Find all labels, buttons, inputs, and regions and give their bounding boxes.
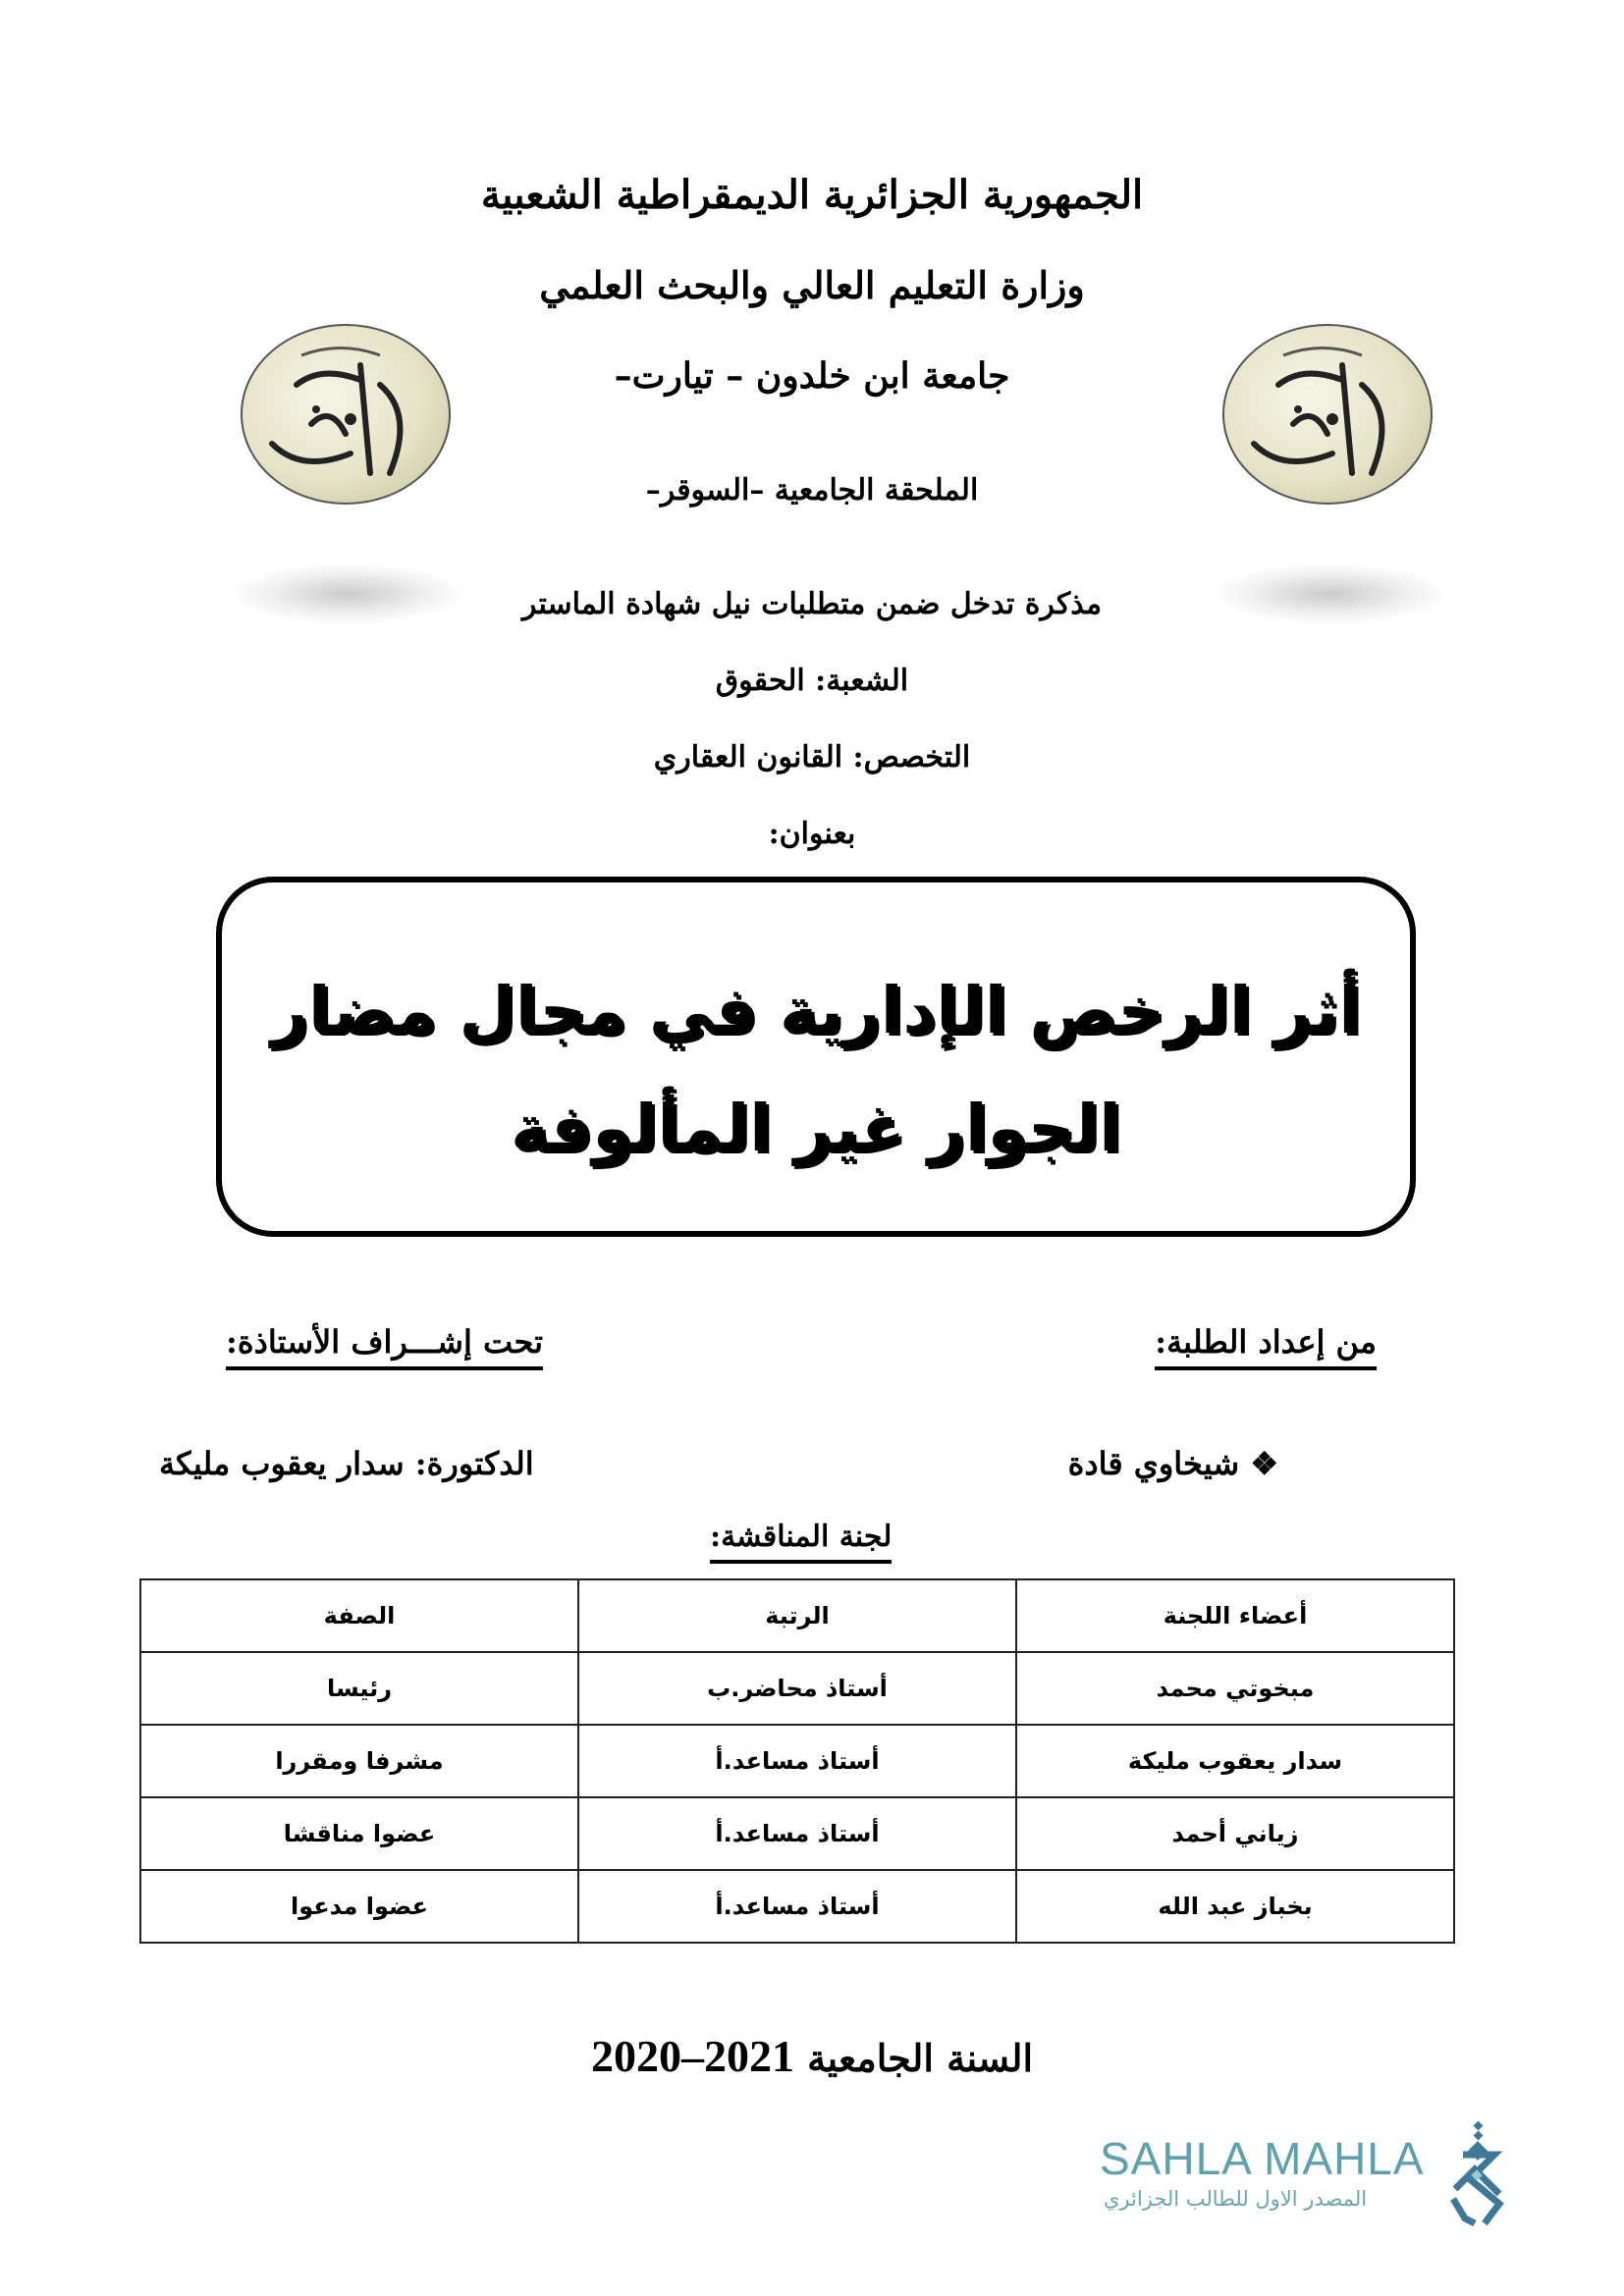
university-name: جامعة ابن خلدون – تيارت– (614, 355, 1010, 397)
table-header-row (140, 1579, 1454, 1652)
member-rank: أستاذ مساعد.أ (578, 1725, 1016, 1797)
member-role: عضوا مناقشا (140, 1797, 578, 1870)
member-rank: أستاذ مساعد.أ (578, 1797, 1016, 1870)
member-name: مبخوتي محمد (1016, 1652, 1454, 1725)
title-label: بعنوان: (768, 817, 856, 851)
academic-year-range: 2020–2021 (590, 2031, 794, 2081)
supervision-label: تحت إشـــراف الأستاذة: (226, 1323, 543, 1370)
member-role: مشرفا ومقررا (140, 1725, 578, 1797)
academic-year (0, 2030, 1624, 2082)
student-name: شيخاوي قادة (1067, 1445, 1240, 1482)
thesis-title-line1: أثر الرخص الإدارية في مجال مضار (270, 973, 1362, 1048)
prepared-by-label: من إعداد الطلبة: (1155, 1323, 1377, 1370)
header-role: الصفة (140, 1579, 578, 1652)
diamond-bullet-icon: ❖ (1250, 1445, 1278, 1482)
table-row (140, 1870, 1454, 1943)
table-row (140, 1797, 1454, 1870)
ministry-name: وزارة التعليم العالي والبحث العلمي (539, 263, 1085, 307)
header-member: أعضاء اللجنة (1016, 1579, 1454, 1652)
watermark-tagline: المصدر الاول للطالب الجزائري (1104, 2187, 1368, 2211)
calligraphy-mark-icon (1445, 2120, 1514, 2228)
thesis-title-box (216, 877, 1416, 1237)
member-name: بخباز عبد الله (1016, 1870, 1454, 1943)
thesis-branch: الشعبة: الحقوق (715, 664, 909, 698)
thesis-purpose: مذكرة تدخل ضمن متطلبات نيل شهادة الماستر (521, 587, 1103, 621)
member-rank: أستاذ محاضر.ب (578, 1652, 1016, 1725)
thesis-specialty: التخصص: القانون العقاري (653, 740, 971, 774)
supervisor-name: الدكتورة: سدار يعقوب مليكة (159, 1445, 534, 1482)
table-row (140, 1652, 1454, 1725)
academic-year-label: السنة الجامعية (807, 2036, 1034, 2080)
member-name: سدار يعقوب مليكة (1016, 1725, 1454, 1797)
member-role: رئيسا (140, 1652, 578, 1725)
thesis-title-line2: الجوار غير المألوفة (511, 1091, 1121, 1166)
country-name: الجمهورية الجزائرية الديمقراطية الشعبية (480, 172, 1144, 218)
member-rank: أستاذ مساعد.أ (578, 1870, 1016, 1943)
member-name: زياني أحمد (1016, 1797, 1454, 1870)
student-entry (1068, 1445, 1278, 1482)
annex-name: الملحقة الجامعية –السوقر– (645, 473, 979, 507)
table-row (140, 1725, 1454, 1797)
header-rank: الرتبة (578, 1579, 1016, 1652)
sahla-mahla-watermark (1090, 2120, 1502, 2238)
committee-label: لجنة المناقشة: (710, 1520, 892, 1564)
member-role: عضوا مدعوا (140, 1870, 578, 1943)
committee-table (139, 1578, 1455, 1944)
watermark-brand: SAHLA MAHLA (1100, 2133, 1425, 2184)
